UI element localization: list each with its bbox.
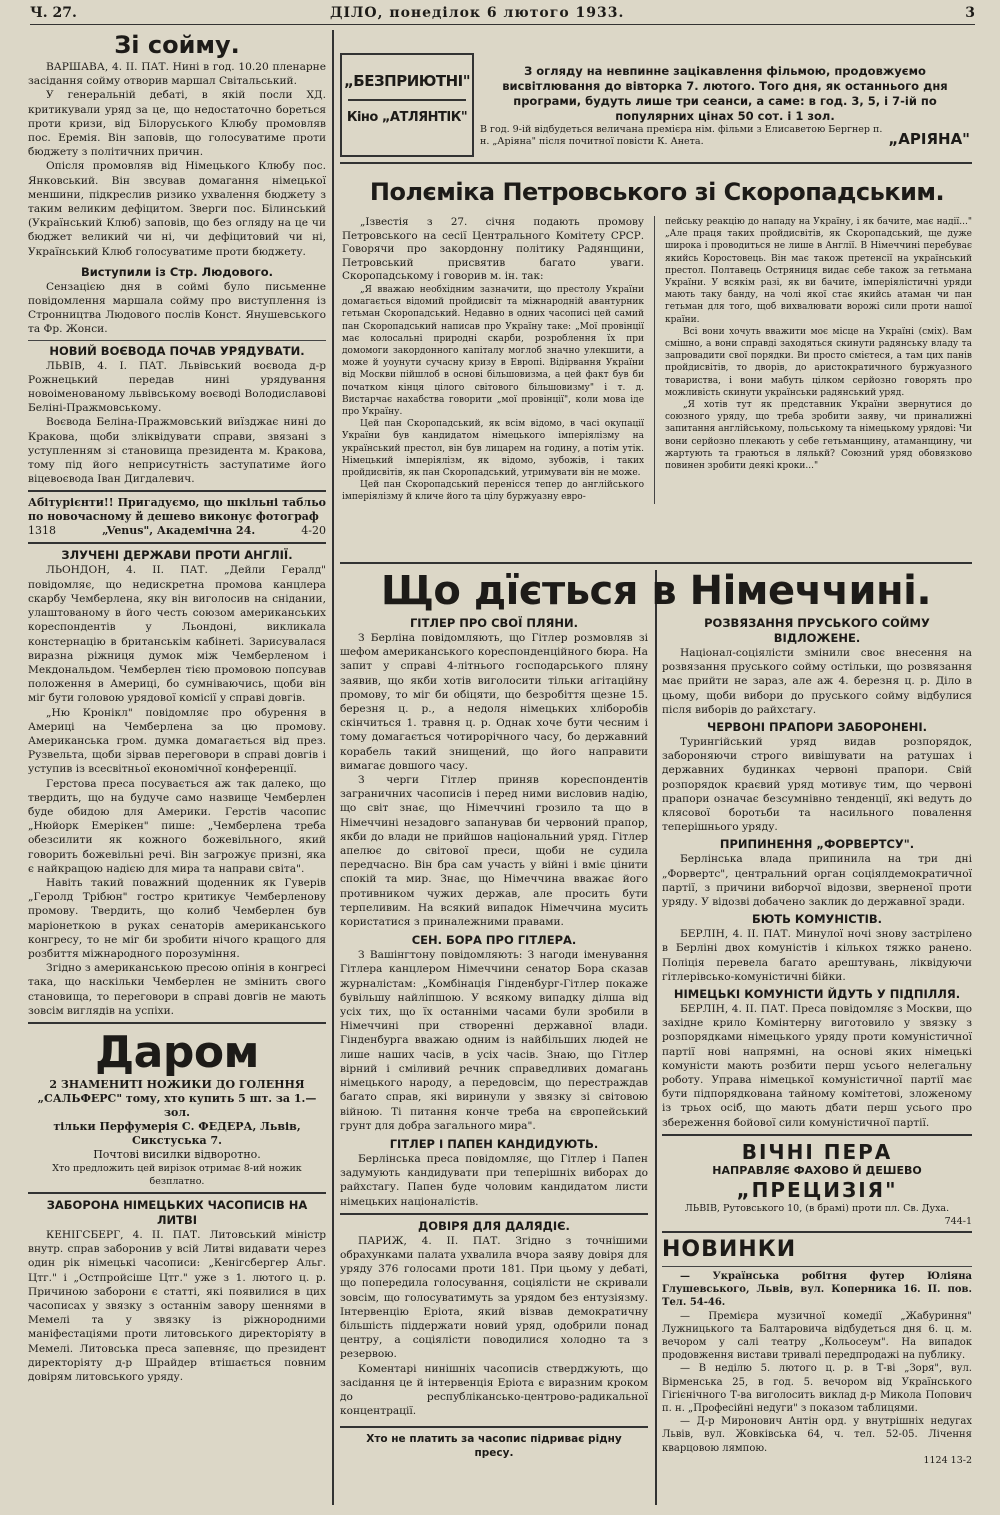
pens-ad-title: ВІЧНІ ПЕРА — [741, 1139, 893, 1164]
sejm-paragraph: ВАРШАВА, 4. II. ПАТ. Нині в год. 10.20 пленарне засідання сойму отворив маршал Світальський. — [28, 61, 326, 88]
usa-paragraph: „Ню Кронікл" повідомляє про обурення в Америці на Чемберлена за цю промову. Американська гром. думка домагається від през. Рузвельта, щоби зірвав переговори в справі довгів і уступив із всесвітньої економічної конференції. — [28, 706, 326, 776]
lithuania-paragraph: КЕНІГСБЕРГ, 4. II. ПАТ. Литовський міністр внутр. справ заборонив у всій Литві видавати через один рік німецькі часописи: „Кенігсбергер Альг. Цтг." і „Остпройсіше Цтг." уже з 1. лютого ц. р. Причиною заборони є статті, які появилися в цих часописах у звязку з останнім завору шеннями в Мемелі та у звязку із ріжнородними маніфестаціями проти литовського директоріяту в Мемелі. Литовська преса запевняє, що президент директоріяту д-р Шрайдер втішається повним довірям литовського уряду. — [28, 1228, 326, 1384]
voevoda-paragraph: Воєвода Беліна-Пражмовський виїзджає нині до Кракова, щоби зліквідувати справи, звязані з уступленням зі становища президента м. Кракова, тому під його неприсутність заступатиме його віцевоєвода Іван Дигдалевич. — [28, 416, 326, 486]
page-number-left: Ч. 27. — [30, 5, 77, 21]
pens-ad-brand: „ПРЕЦИЗІЯ" — [736, 1177, 898, 1202]
ludowy-paragraph: Сензацією дня в соймі було письменне повідомлення маршала сойму про виступлення із Стронництва Людового послів Конст. Янушевського та Фр. Жонси. — [28, 280, 326, 336]
cinema-ad-paragraph: З огляду на невпинне зацікавлення фільмою, продовжуємо висвітлювання до вівторка 7. лютого. Того дня, як останнього дня програми, будуть лише три сеанси, а саме: в год. 3, 5, і 7-ій по популярних цінах 50 сот. і 1 зол. — [502, 64, 948, 123]
abiturient-ad-code: 4-20 — [301, 524, 326, 538]
sejm-headline: Зі сойму. — [114, 31, 240, 59]
cinema-ad-text — [480, 64, 970, 159]
vorwaerts-paragraph: Берлінська влада припинила на три дні „Форвертс", центральний орган соціялдемократичної партії, з причини виборчої відозви, зверненої проти уряду. У відозві добачено заклик до державної зради. — [662, 853, 972, 909]
polemic-paragraph: пейську реакцію до нападу на Україну, і як бачите, має надії..." „Але праця таких пройдисвітів, як Скоропадський, ще дуже широка і проводиться не лише в Англії. В Німеччині перебуває якийсь Коростовець. Він має також претенсії на український престол. Полтавець Остряниця видає себе також за гетьмана України. У всякім разі, як ви бачите, імперіялістичні уряди мають таку банду, на чолі якої стає якийсь атаман чи пан гетьман для того, щоб вихвалювати ворожі сили проти нашої країни. — [665, 217, 972, 325]
polemic-paragraph: Всі вони хочуть вважити моє місце на Україні (сміх). Вам смішно, а вони справді заходяться скинути радянську владу та запровадити свої порядки. Ви просто смієтеся, а там цих панів пройдисвітів, то дворів, до аристократичного буржуазного товариства, і вони мабуть цілком серйозно говорять про можливість скинути українськи радянський уряд. — [665, 326, 972, 398]
usa-paragraph: ЛЬОНДОН, 4. II. ПАТ. „Дейли Гералд" повідомляє, що недискретна промова канцлера скарбу Чемберлена, яку він виголосив на снідании, улаштованому в його честь союзом американських кореспондентів у Льондоні, викликала констернацію в британськім кабінеті. Зарисувалася виразна ріжниця думок між Чемберленом і Мекдональдом. Чемберлен тією промовою попсував положення в Америці, бо сумніваючись, щоби він міг бути головою урядової комісії у справі довгів. — [28, 564, 326, 705]
news-headline: НОВИНКИ — [662, 1236, 797, 1262]
news-item: — В неділю 5. лютого ц. р. в Т-ві „Зоря", вул. Вірменська 25, в год. 5. вечором від Українського Гігієнічного Т-ва виголосить виклад д-р Микола Попович п. н. „Професійні недуги" з показом таблицями. — [662, 1363, 972, 1414]
darom-line: 2 ЗНАМЕНИТІ НОЖИКИ ДО ГОЛЕННЯ — [49, 1077, 305, 1091]
polemic-paragraph: „Ізвестія з 27. січня подають промову Петровського на сесії Центрального Комітету СРСР. Говорячи про закордонну політику Радянщини, Петровський присвятив багато уваги. Скоропадському і говорив м. ін. так: — [342, 216, 645, 283]
polemic-paragraph: Цей пан Скоропадський перенісся тепер до англійського імперіялізму й кличе його та цілу буржуазну евро- — [342, 480, 645, 503]
news-code: 1124 13-2 — [923, 1454, 972, 1466]
usa-headline: ЗЛУЧЕНІ ДЕРЖАВИ ПРОТИ АНГЛІЇ. — [61, 548, 293, 563]
hitler-headline: ГІТЛЕР ПРО СВОЇ ПЛЯНИ. — [409, 616, 579, 630]
abiturient-ad-venus: „Venus", Академічна 24. — [102, 524, 256, 538]
daladier-headline: ДОВІРЯ ДЛЯ ДАЛЯДІЄ. — [418, 1218, 570, 1233]
hitler-paragraph: З Берліна повідомляють, що Гітлер розмовляв зі шефом американського кореспонденційного бюра. На запит у справі 4-літнього господарського пляну заявив, що якби хотів виголосити тільки агітаційну промову, то міг би обіцяти, що безробіття щезне 15. березня ц. р., а недоля німецьких хліборобів скінчиться 1. травня ц. р. Однак хоче бути чесним і тому домагається чотирорічного часу, бо державний корабель такий знищений, що його направити вимагає довшого часу. — [340, 632, 648, 772]
pens-ad-line: НАПРАВЛЯЄ ФАХОВО Й ДЕШЕВО — [712, 1163, 922, 1177]
abiturient-ad-number: 1318 — [28, 524, 56, 538]
pens-ad — [662, 1140, 972, 1227]
lithuania-headline: ЗАБОРОНА НІМЕЦЬКИХ ЧАСОПИСІВ НА ЛИТВІ — [46, 1197, 308, 1227]
voevoda-paragraph: ЛЬВІВ, 4. І. ПАТ. Львівський воєвода д-р Рожнецький передав нині урядування новоіменованому львівському воєводі Володиславові Беліні-Пражмовському. — [28, 359, 326, 415]
cinema-name: Кіно „АТЛЯНТІК" — [346, 110, 468, 125]
bora-headline: СЕН. БОРА ПРО ГІТЛЕРА. — [411, 933, 577, 948]
darom-headline: Даром — [94, 1026, 260, 1078]
hitler-paragraph: З черги Гітлер приняв кореспондентів заграничних часописів і перед ними висловив надію, що світ знає, що Німеччині грозило та що в Німеччині незадовго запанував би червоний прапор, якби до влади не прийшов національний уряд. Гітлер апелює до світової преси, щоби не судила передчасно. Він бра сам участь у війні і вміє цінити спокій та мир. Знає, що Німеччина вважає його противником чужих держав, але просить бути терпеливим. На всякий випадок Німеччина мусить користатися з приналежними правами. — [340, 774, 648, 929]
darom-line: тільки Перфумерія С. ФЕДЕРА, Львів, — [53, 1119, 301, 1133]
masthead-date: ДІЛО, понеділок 6 лютого 1933. — [330, 5, 625, 21]
page-header — [30, 2, 975, 25]
red-flags-paragraph: Турингійський уряд видав розпорядок, забороняючи строго вивішувати на ратушах і державних будинках червоні прапори. Свій розпорядок краєвий уряд мотивує тим, що червоні прапори означає безсумнівно тенденції, які ведуть до клясової боротьби та насильного повалення теперішнього уряду. — [662, 736, 972, 834]
prus-headline: РОЗВЯЗАННЯ ПРУСЬКОГО СОЙМУ ВІДЛОЖЕНЕ. — [704, 616, 930, 645]
abiturient-ad — [28, 496, 326, 538]
underground-paragraph: БЕРЛІН, 4. II. ПАТ. Преса повідомляє з Москви, що західне крило Комінтерну виготовило у звязку з розпорядками німецького уряду проти комуністичної партії нові напрямні, на основі яких німецькі комуністи мають розбити перш усього нелегальну роботу. Управа німецької комуністичної партії має бути підпорядкована тайному комітетові, зложеному із трьох осіб, що мають дбати перш усього про збереження бойової сили комуністичної партії. — [662, 1003, 972, 1129]
polemic-paragraph: Цей пан Скоропадський, як всім відомо, в часі окупації України був кандидатом німецького імперіялізму на український престол, він був лицарем на годину, а потім утік. Німецький імперіялізм, як відомо, зубожів, і таких пройдисвітів, як пан Скоропадський, утримувати він не може. — [342, 419, 645, 479]
sejm-paragraph: Опісля промовляв від Німецького Клюбу пос. Янковський. Він звсував домагання німецької меншини, підкреслив ризико ухвалення бюджету з таким великим дефіцитом. Зверги пос. Білинський (Український Клюб) заповів, що без огляду на це чи бюджет великий чи ні, чи дефіцитовий чи ні, Український Клюб голосуватиме проти бюджету. — [28, 160, 326, 258]
polemic-left-column — [342, 216, 644, 504]
daladier-paragraph: Коментарі нинішніх часописів стверджують, що засідання це й інтервенція Еріота є виразним кроком до республіканськo-центрово-радикальної концентрації. — [340, 1362, 648, 1418]
polemic-paragraph: „Я хотів тут як представник України звернутися до союзного уряду, що треба зробити заяву, чи приналижні запитання англійському, польському та німецькому урядові: Чи вони серйозно плекають у себе гетьманщину, атаманщину, чи жартують та граються в лялькй? Союзний уряд обовязково повинен зробити деякі кроки..." — [665, 400, 972, 472]
ludowy-headline: Виступили із Стр. Людового. — [80, 264, 273, 279]
red-flags-headline: ЧЕРВОНІ ПРАПОРИ ЗАБОРОНЕНІ. — [706, 720, 927, 735]
polemic-headline: Полєміка Петровського зі Скоропадським. — [369, 178, 945, 206]
column-divider — [332, 30, 334, 1505]
papen-paragraph: Берлінська преса повідомляє, що Гітлер і Папен задумують кандидувати при теперішніх виборах до райхстагу. Папен буде чоловим кандидатом листи німецьких націоналістів. — [340, 1152, 648, 1208]
usa-paragraph: Навіть такий поважний щоденник як Гуверів „Геролд Трібюн" гостро критикує Чемберленову промову. Твердить, що колиб Чемберлен був маріонеткою в руках сенаторів американського конгресу, то не міг би зробити нічого кращого для розбиття міжнародного порозуміння. — [28, 876, 326, 960]
papen-headline: ГІТЛЕР І ПАПЕН КАНДИДУЮТЬ. — [389, 1136, 599, 1151]
darom-line: Почтові висилки відворотно. — [93, 1147, 261, 1161]
communists-paragraph: БЕРЛІН, 4. II. ПАТ. Минулої ночі знову застрілено в Берліні двох комуністів і кількох тяжко ранено. Поліція перевела багато арештувань, ліквідуючи гітлерівсько-комуністичні бійки. — [662, 928, 972, 983]
darom-line: Хто предложить цей вирізок отримає 8-ий ножик безплатно. — [52, 1162, 302, 1187]
news-item: — Д-р Миронович Антін орд. у внутрішніх недугах Львів, вул. Жовківська 64, ч. тел. 52-05. Лічення кварцовою лямпою. — [662, 1416, 972, 1454]
middle-column — [340, 616, 648, 1506]
divider — [340, 562, 972, 564]
subscription-footer: Хто не платить за часопис підриває рідну — [366, 1433, 622, 1446]
daladier-paragraph: ПАРИЖ, 4. II. ПАТ. Згідно з точнішими обрахунками палата ухвалила вчора заяву довіря для уряду 376 голосами проти 181. При цьому у дебаті, що попередила голосування, соціялісти не скривали зовсім, що голосуватимуть за урядом без ентузіязму. Інтервенцію Еріота, який візвав демократичну більшість піддержати новий уряд, одобрили понад центру, а соціялісти поводилися холодно та з резервою. — [340, 1234, 648, 1361]
vorwaerts-headline: ПРИПИНЕННЯ „ФОРВЕРТСУ". — [719, 837, 915, 852]
bora-paragraph: З Вашінгтону повідомляють: З нагоди іменування Гітлера канцлером Німеччини сенатор Бора сказав журналістам: „Комбінація Гінденбург-Гітлер покаже бувільшу найліпшою. У всякому випадку ділша від усіх тих, що їх останніми часами були зробили в Німеччині при створенні державної влади. Гінденбурга вважаю одним із найбільших людей не лише наших часів, в усіх часів. Знаю, що Гітлер вірний і сміливий речник справедливих домагань німецького народу, а передовсім, що перестраждав багато справ, які виринули у звязку зі світовою війною. Ті питання конче треба на європейський грунт для добра загального мира". — [340, 949, 648, 1132]
darom-line: Сикстуська 7. — [132, 1133, 222, 1147]
abiturient-ad-text: Абітурієнти!! Пригадуємо, що шкільні табльо по новочасному й дешево виконує фотограф — [28, 496, 326, 524]
cinema-ad-logo — [340, 53, 474, 157]
page-number-right: 3 — [965, 5, 975, 21]
polemic-right-column — [665, 216, 972, 504]
divider — [340, 162, 972, 164]
cinema-ariana: „АРІЯНА" — [888, 130, 970, 148]
column-divider — [655, 570, 657, 1505]
prus-paragraph: Націонал-соціялісти змінили своє внесення на розвязання пруського сойму остільки, що розвязання має прийти не зараз, але аж 4. березня ц. р. Діло в цьому, щоби вибори до пруського сойму відбулися після виборів до райхстагу. — [662, 647, 972, 716]
voevoda-headline: НОВИЙ ВОЄВОДА ПОЧАВ УРЯДУВАТИ. — [49, 343, 305, 358]
news-item: — Українська робітня футер Юліяна Глушевського, Львів, вул. Коперника 16. II. пов. Тел. 54-46. — [662, 1270, 972, 1309]
usa-paragraph: Герстова преса посувається аж так далеко, що твердить, що на будуче само назвище Чемберлен буде обидою для Америки. Герстів часопис „Нюйорк Емерікен" пише: „Чемберлена треба обезсилити як кожного божевільного, який говорить божевільні речі. Він загрожує призні, яка є найкращою надією для мира та направи світа". — [28, 777, 326, 875]
subscription-footer: пресу. — [474, 1447, 514, 1460]
sejm-paragraph: У генеральній дебаті, в якій посли ХД. критикували уряд за це, що недостаточно бореться проти кризи, від Білоруського Клюбу промовляв пос. Еремія. Він заповів, що голосуватиме проти бюджету з політичних причин. — [28, 89, 326, 159]
darom-line: „САЛЬФЕРС" тому, хто купить 5 шт. за 1.— зол. — [37, 1091, 317, 1119]
pens-ad-address: ЛЬВІВ, Рутовського 10, (в брамі) проти пл. Св. Духа. — [684, 1202, 950, 1214]
underground-headline: НІМЕЦЬКІ КОМУНІСТИ ЙДУТЬ У ПІДПІЛЛЯ. — [673, 987, 961, 1002]
right-column — [662, 616, 972, 1506]
usa-paragraph: Згідно з американською пресою опінія в конгресі така, що наскільки Чемберлен не змінить свого становища, то переговори в справі довгів не мають зовсім виглядів на успіхи. — [28, 962, 326, 1017]
germany-headline: Що дїється в Німеччині. — [380, 568, 932, 614]
cinema-film-title: „БЕЗПРИЮТНІ" — [343, 72, 471, 90]
polemic-article — [342, 170, 972, 570]
pens-ad-code: 744-1 — [944, 1215, 972, 1227]
left-column — [28, 30, 326, 1510]
communists-headline: БЮТЬ КОМУНІСТІВ. — [752, 912, 882, 927]
news-item: — Премієра музичної комедії „Жабуриння" Лужницького та Балтаровича відбудеться дня 6. ц. м. вечором у салі театру „Кольосеум". На випадок продовження вистави тривалі передпродажі на публику. — [662, 1310, 972, 1362]
cinema-premiere-text: В год. 9-ій відбудеться величана премієра нім. фільми з Елисаветою Бергнер п. н. „Аріяна" після почитної повісти К. Анета. — [480, 124, 883, 147]
polemic-paragraph: „Я вважаю необхідним зазначити, що престолу України домагається відомий пройдисвіт та міжнародній авантурник гетьман Скоропадський. Недавно в одних часописі цей самий пан Скоропадський написав про Україну таке: „Мої провінції має колосальні природні скарби, розроблення їх при домомоги закордонного капіталу моглоб значно улекшити, а може й уоунути сучасну кризу в Европі. Відірвання України від Москви пійшлоб в основі більшовизма, а цей факт був би початком кінця цілого світового більшовизму" і т. д. Вистарчає нахабства говорити „мої провінції", коли мова іде про Україну. — [342, 284, 645, 417]
